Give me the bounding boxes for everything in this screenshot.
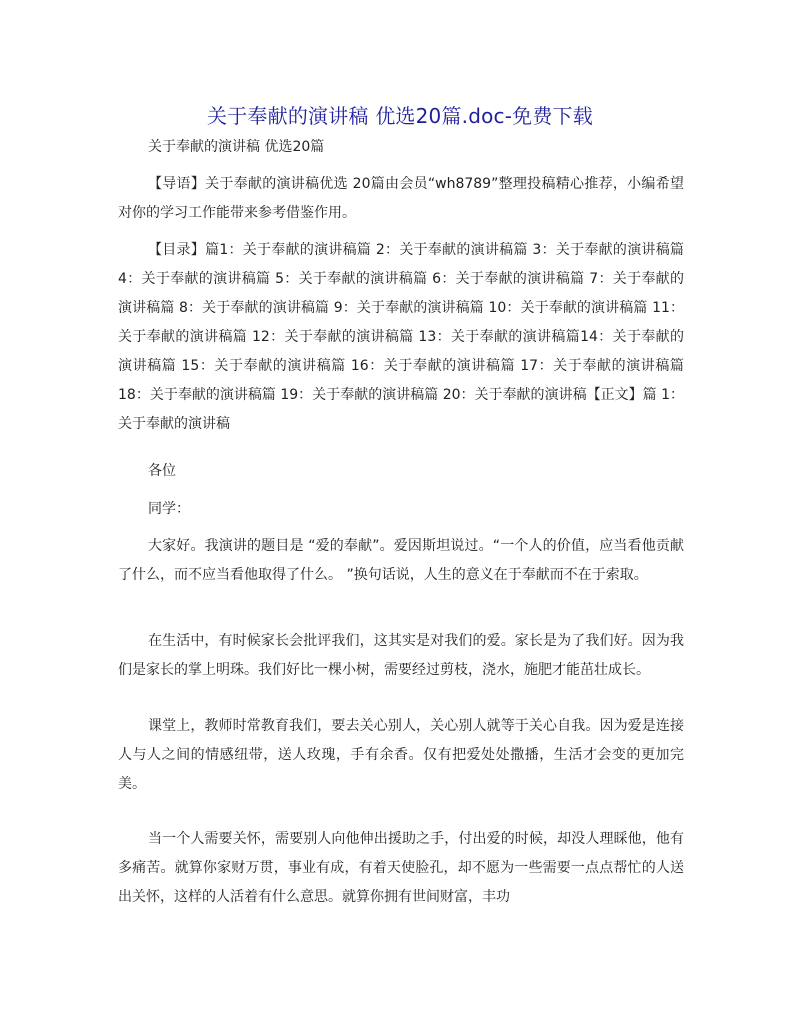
body-paragraph-1: 大家好。我演讲的题目是 “爱的奉献”。爱因斯坦说过。“一个人的价值，应当看他贡献了什么，而不应当看他取得了什么。 ”换句话说，人生的意义在于奉献而不在于索取。 <box>118 538 684 583</box>
greeting-line-2: 同学： <box>148 501 190 517</box>
document-subtitle: 关于奉献的演讲稿 优选20篇 <box>148 139 325 155</box>
body-paragraph-3: 课堂上，教师时常教育我们，要去关心别人，关心别人就等于关心自我。因为爱是连接人与人之间的情感纽带，送人玫瑰，手有余香。仅有把爱处处撒播，生活才会变的更加完美。 <box>118 718 684 792</box>
document-title: 关于奉献的演讲稿 优选20篇.doc-免费下载 <box>207 104 593 128</box>
toc-paragraph: 【目录】篇1：关于奉献的演讲稿篇 2：关于奉献的演讲稿篇 3：关于奉献的演讲稿篇4：关于奉献的演讲稿篇 5：关于奉献的演讲稿篇 6：关于奉献的演讲稿篇 7：关于奉献的演讲稿篇 8：关于奉献的演讲稿篇 9：关于奉献的演讲稿篇 10：关于奉献的演讲稿篇 11：关于奉献的演讲稿篇 12：关于奉献的演讲稿篇 13：关于奉献的演讲稿篇14：关于奉献的演讲稿篇 15：关于奉献的演讲稿篇 16：关于奉献的演讲稿篇 17：关于奉献的演讲稿篇 18：关于奉献的演讲稿篇 19：关于奉献的演讲稿篇 20：关于奉献的演讲稿【正文】篇 1：关于奉献的演讲稿 <box>118 242 684 432</box>
body-paragraph-2: 在生活中，有时候家长会批评我们，这其实是对我们的爱。家长是为了我们好。因为我们是家长的掌上明珠。我们好比一棵小树，需要经过剪枝，浇水，施肥才能茁壮成长。 <box>118 633 684 678</box>
intro-paragraph: 【导语】关于奉献的演讲稿优选 20篇由会员“wh8789”整理投稿精心推荐，小编希望对你的学习工作能带来参考借鉴作用。 <box>118 176 684 221</box>
greeting-line-1: 各位 <box>148 463 176 479</box>
body-paragraph-4: 当一个人需要关怀，需要别人向他伸出援助之手，付出爱的时候，却没人理睬他，他有多痛苦。就算你家财万贯，事业有成，有着天使脸孔，却不愿为一些需要一点点帮忙的人送出关怀，这样的人活着有什么意思。就算你拥有世间财富，丰功 <box>118 831 684 905</box>
